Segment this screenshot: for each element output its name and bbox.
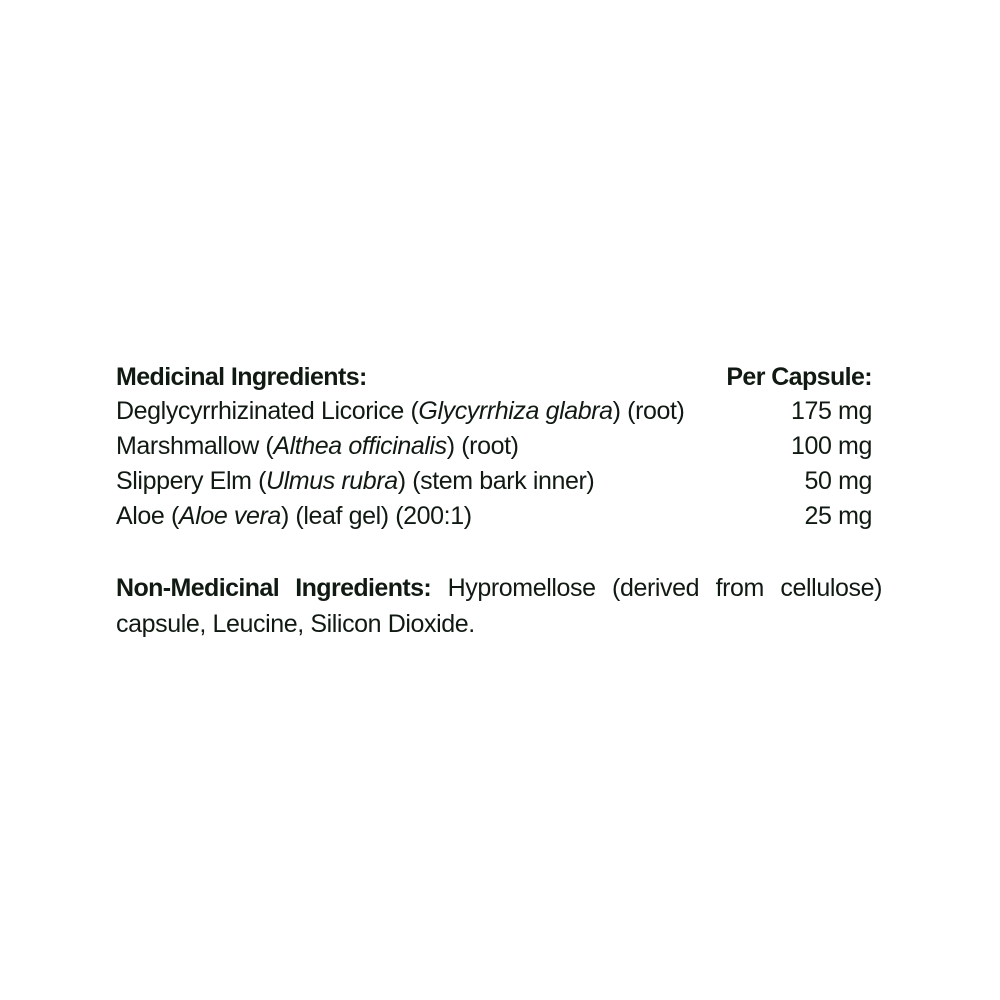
ingredient-name: Aloe (Aloe vera) (leaf gel) (200:1) — [116, 502, 472, 530]
latin-name: Althea officinalis — [273, 432, 447, 460]
ingredient-amount: 100 mg — [791, 432, 872, 460]
ingredient-row-licorice — [116, 394, 872, 429]
ingredient-name: Marshmallow (Althea officinalis) (root) — [116, 432, 519, 460]
ingredient-name: Deglycyrrhizinated Licorice (Glycyrrhiza glabra) (root) — [116, 397, 685, 425]
ingredient-amount: 175 mg — [791, 397, 872, 425]
medicinal-ingredients-heading: Medicinal Ingredients: — [116, 363, 367, 391]
latin-name: Glycyrrhiza glabra — [418, 397, 613, 425]
ingredient-amount: 50 mg — [804, 467, 872, 495]
per-capsule-heading: Per Capsule: — [726, 363, 872, 391]
ingredient-amount: 25 mg — [804, 502, 872, 530]
ingredient-row-slippery-elm — [116, 464, 872, 499]
non-medicinal-ingredients — [116, 570, 882, 642]
non-medicinal-text: Hypromellose (derived from cellulose) capsule, Leucine, Silicon Dioxide. — [116, 574, 883, 638]
ingredient-row-aloe — [116, 499, 872, 534]
ingredients-panel — [116, 360, 882, 642]
medicinal-ingredients-header — [116, 360, 872, 394]
ingredient-row-marshmallow — [116, 429, 872, 464]
non-medicinal-heading: Non-Medicinal Ingredients: — [116, 574, 432, 602]
latin-name: Ulmus rubra — [266, 467, 398, 495]
ingredient-name: Slippery Elm (Ulmus rubra) (stem bark inner) — [116, 467, 595, 495]
latin-name: Aloe vera — [178, 502, 281, 530]
